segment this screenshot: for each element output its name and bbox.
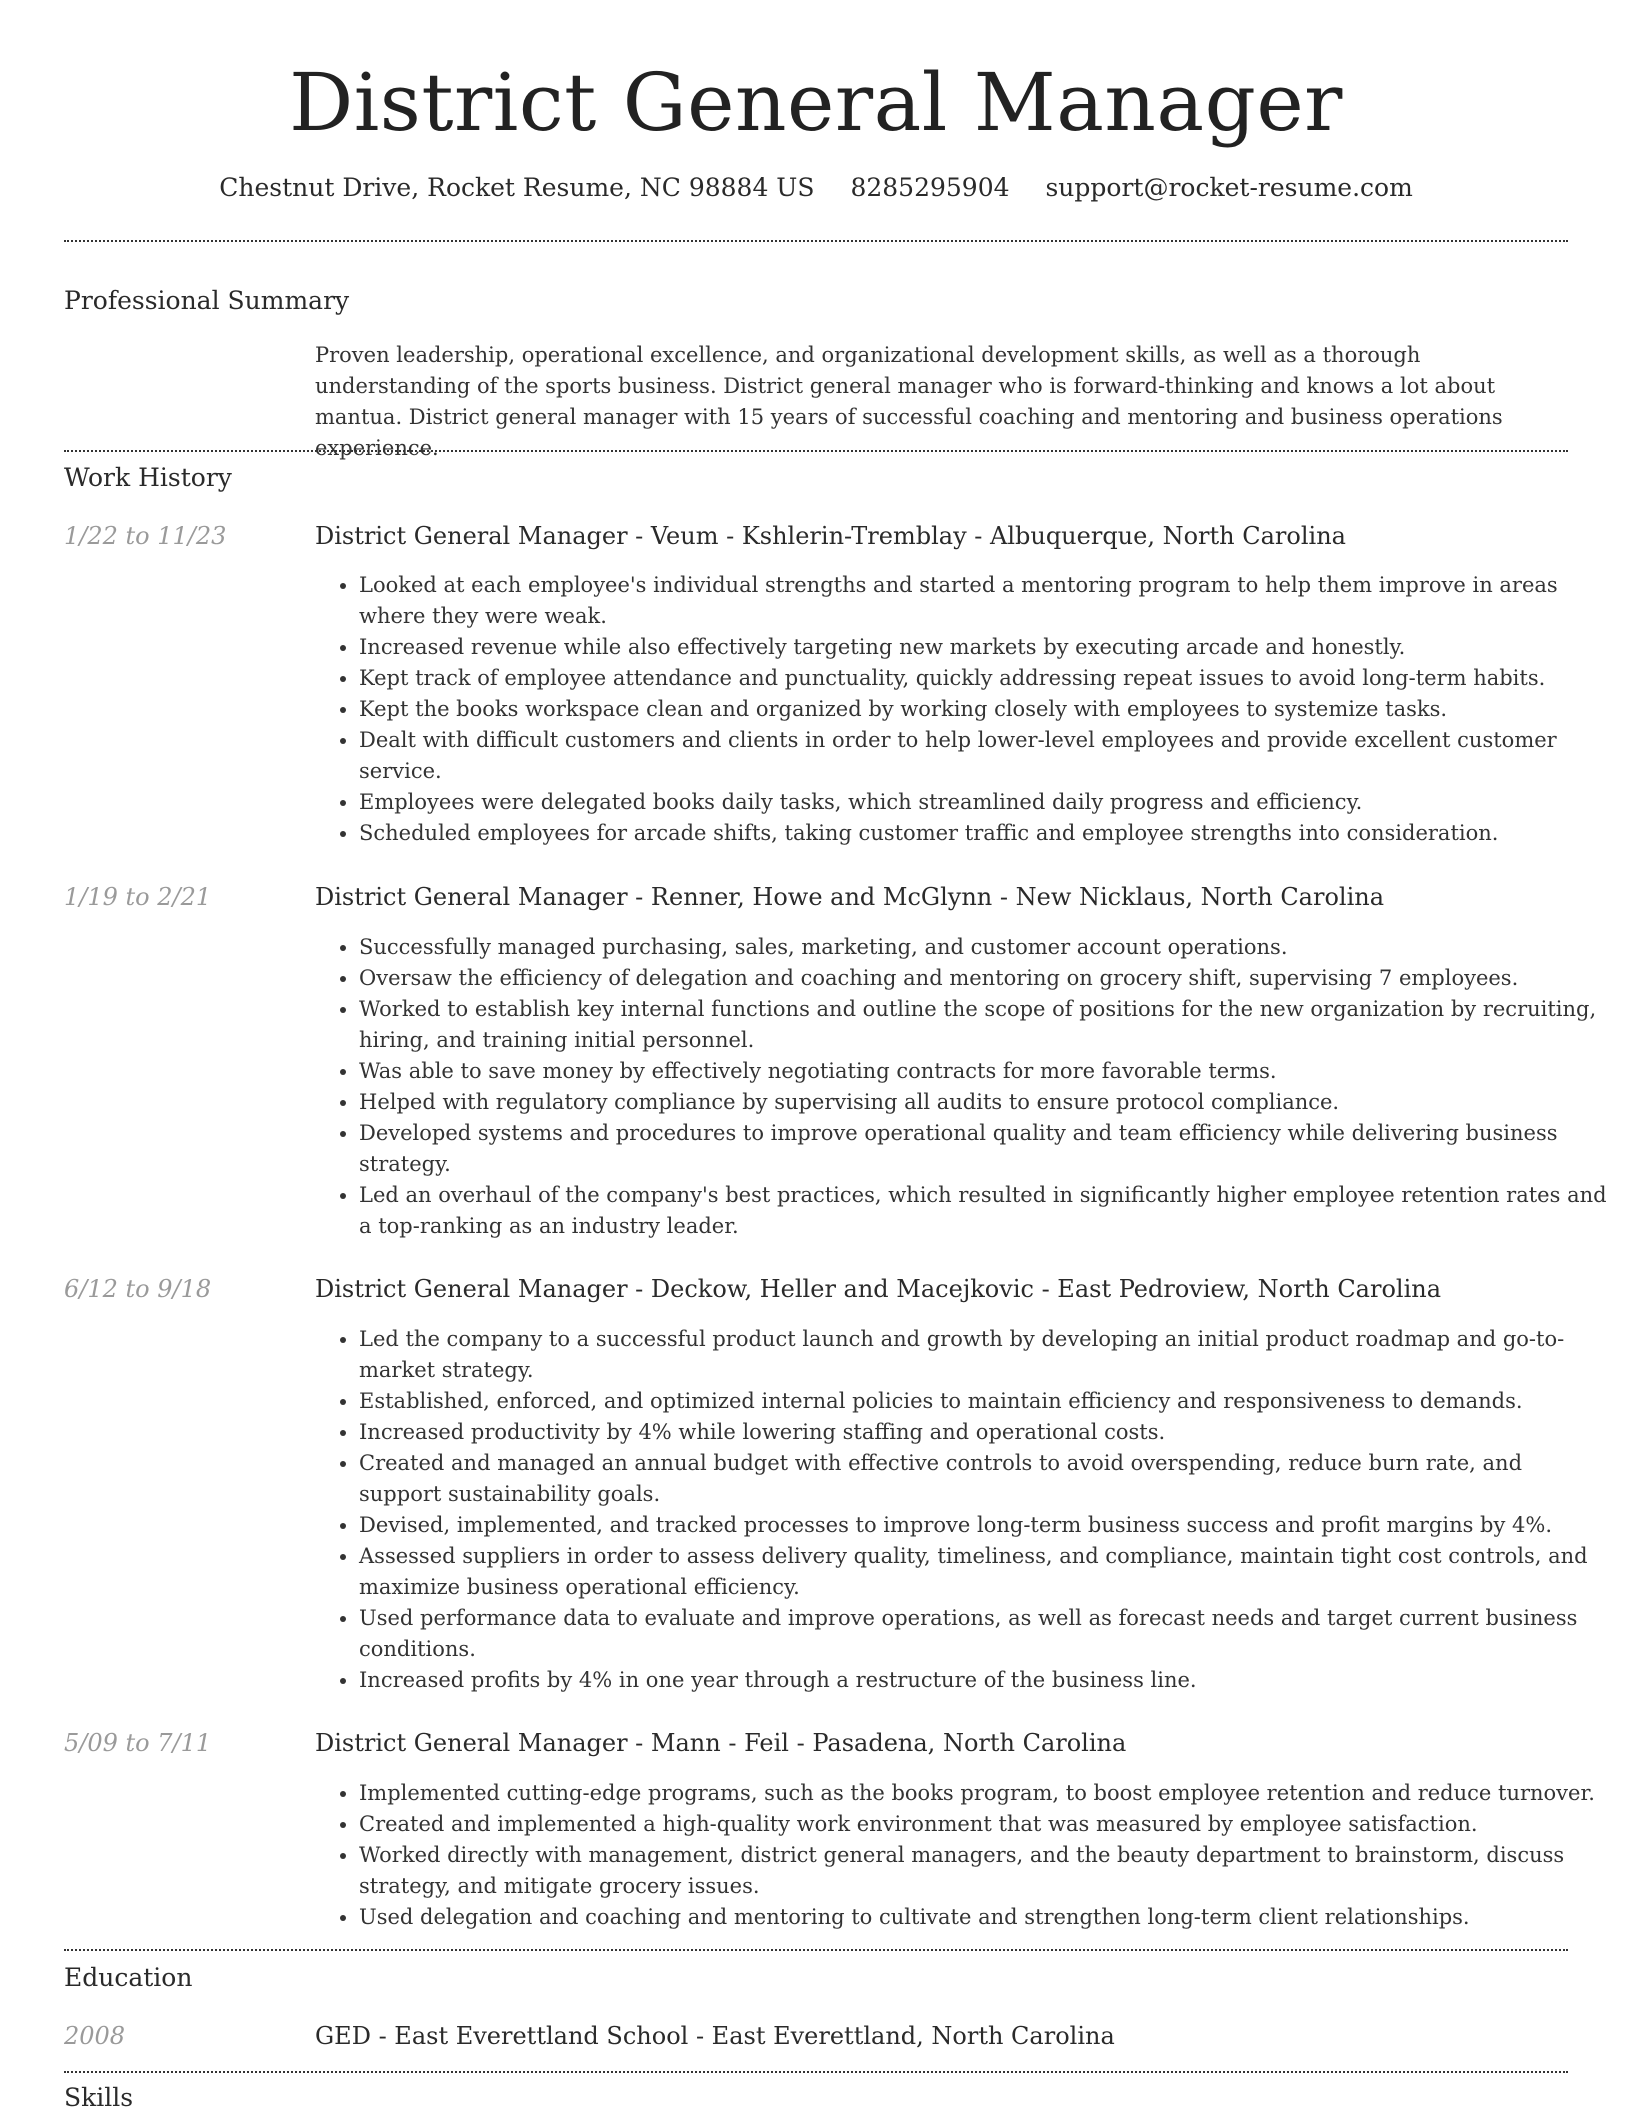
job-bullet: • Led the company to a successful product launch and growth by developing an initial product roadmap and go-to-market strategy.	[359, 1324, 1609, 1386]
job-bullet: • Worked directly with management, district general managers, and the beauty department to brainstorm, discuss strategy, and mitigate grocery issues.	[359, 1840, 1609, 1902]
job-title: District General Manager - Deckow, Heller and Macejkovic - East Pedroview, North Carolina	[315, 1275, 1442, 1303]
section-divider	[64, 1949, 1568, 1951]
job-bullet: • Developed systems and procedures to improve operational quality and team efficiency while delivering business strategy.	[359, 1118, 1609, 1180]
job-dates: 1/19 to 2/21	[64, 883, 212, 911]
job-bullet: • Employees were delegated books daily tasks, which streamlined daily progress and efficiency.	[359, 787, 1609, 818]
job-dates: 1/22 to 11/23	[64, 522, 227, 550]
job-bullet: • Assessed suppliers in order to assess delivery quality, timeliness, and compliance, maintain tight cost controls, and maximize business operational efficiency.	[359, 1541, 1609, 1603]
job-bullet: • Implemented cutting-edge programs, such as the books program, to boost employee retention and reduce turnover.	[359, 1778, 1609, 1809]
contact-phone: 8285295904	[850, 173, 1010, 202]
job-bullet: • Dealt with difficult customers and clients in order to help lower-level employees and provide excellent customer service.	[359, 725, 1609, 787]
job-bullet: • Used delegation and coaching and mentoring to cultivate and strengthen long-term client relationships.	[359, 1902, 1609, 1933]
resume-name: District General Manager	[289, 56, 1343, 149]
skills-heading: Skills	[64, 2083, 134, 2112]
job-bullet: • Increased profits by 4% in one year through a restructure of the business line.	[359, 1665, 1609, 1696]
job-bullet: • Oversaw the efficiency of delegation and coaching and mentoring on grocery shift, supervising 7 employees.	[359, 963, 1609, 994]
job-title: District General Manager - Veum - Kshlerin-Tremblay - Albuquerque, North Carolina	[315, 522, 1346, 550]
education-title: GED - East Everettland School - East Everettland, North Carolina	[315, 2022, 1115, 2050]
section-divider	[64, 240, 1568, 242]
job-bullet: • Used performance data to evaluate and improve operations, as well as forecast needs and target current business conditions.	[359, 1603, 1609, 1665]
job-bullet: • Helped with regulatory compliance by supervising all audits to ensure protocol compliance.	[359, 1087, 1609, 1118]
education-heading: Education	[64, 1963, 193, 1992]
job-bullet: • Created and managed an annual budget with effective controls to avoid overspending, reduce burn rate, and support sustainability goals.	[359, 1448, 1609, 1510]
job-bullet: • Devised, implemented, and tracked processes to improve long-term business success and profit margins by 4%.	[359, 1510, 1609, 1541]
job-bullets	[315, 1324, 1609, 1696]
job-bullets	[315, 570, 1609, 849]
job-bullet: • Increased productivity by 4% while lowering staffing and operational costs.	[359, 1417, 1609, 1448]
job-bullet: • Established, enforced, and optimized internal policies to maintain efficiency and responsiveness to demands.	[359, 1386, 1609, 1417]
job-bullets	[315, 1778, 1609, 1933]
work-history-heading: Work History	[64, 463, 232, 492]
contact-email: support@rocket-resume.com	[1045, 173, 1413, 202]
summary-heading: Professional Summary	[64, 286, 350, 315]
job-bullet: • Created and implemented a high-quality work environment that was measured by employee satisfaction.	[359, 1809, 1609, 1840]
job-bullet: • Led an overhaul of the company's best practices, which resulted in significantly higher employee retention rates and a top-ranking as an industry leader.	[359, 1180, 1609, 1242]
job-bullet: • Worked to establish key internal functions and outline the scope of positions for the new organization by recruiting, hiring, and training initial personnel.	[359, 994, 1609, 1056]
education-date: 2008	[64, 2022, 126, 2050]
job-bullet: • Kept track of employee attendance and punctuality, quickly addressing repeat issues to avoid long-term habits.	[359, 663, 1609, 694]
section-divider	[64, 450, 1568, 452]
section-divider	[64, 2071, 1568, 2073]
job-bullet: • Kept the books workspace clean and organized by working closely with employees to systemize tasks.	[359, 694, 1609, 725]
job-dates: 5/09 to 7/11	[64, 1729, 212, 1757]
contact-address: Chestnut Drive, Rocket Resume, NC 98884 US	[219, 173, 815, 202]
summary-text: Proven leadership, operational excellence, and organizational development skills, as well as a thorough understanding of the sports business. District general manager who is forward-thinking and knows a lot about mantua. District general manager with 15 years of successful coaching and mentoring and business operations experience.	[315, 343, 1503, 460]
contact-line	[0, 170, 1632, 206]
job-title: District General Manager - Renner, Howe and McGlynn - New Nicklaus, North Carolina	[315, 883, 1385, 911]
job-bullet: • Was able to save money by effectively negotiating contracts for more favorable terms.	[359, 1056, 1609, 1087]
job-title: District General Manager - Mann - Feil - Pasadena, North Carolina	[315, 1729, 1127, 1757]
job-bullet: • Successfully managed purchasing, sales, marketing, and customer account operations.	[359, 932, 1609, 963]
job-bullets	[315, 932, 1609, 1242]
job-bullet: • Scheduled employees for arcade shifts, taking customer traffic and employee strengths into consideration.	[359, 818, 1609, 849]
job-dates: 6/12 to 9/18	[64, 1275, 212, 1303]
job-bullet: • Increased revenue while also effectively targeting new markets by executing arcade and honestly.	[359, 632, 1609, 663]
job-bullet: • Looked at each employee's individual strengths and started a mentoring program to help them improve in areas where they were weak.	[359, 570, 1609, 632]
